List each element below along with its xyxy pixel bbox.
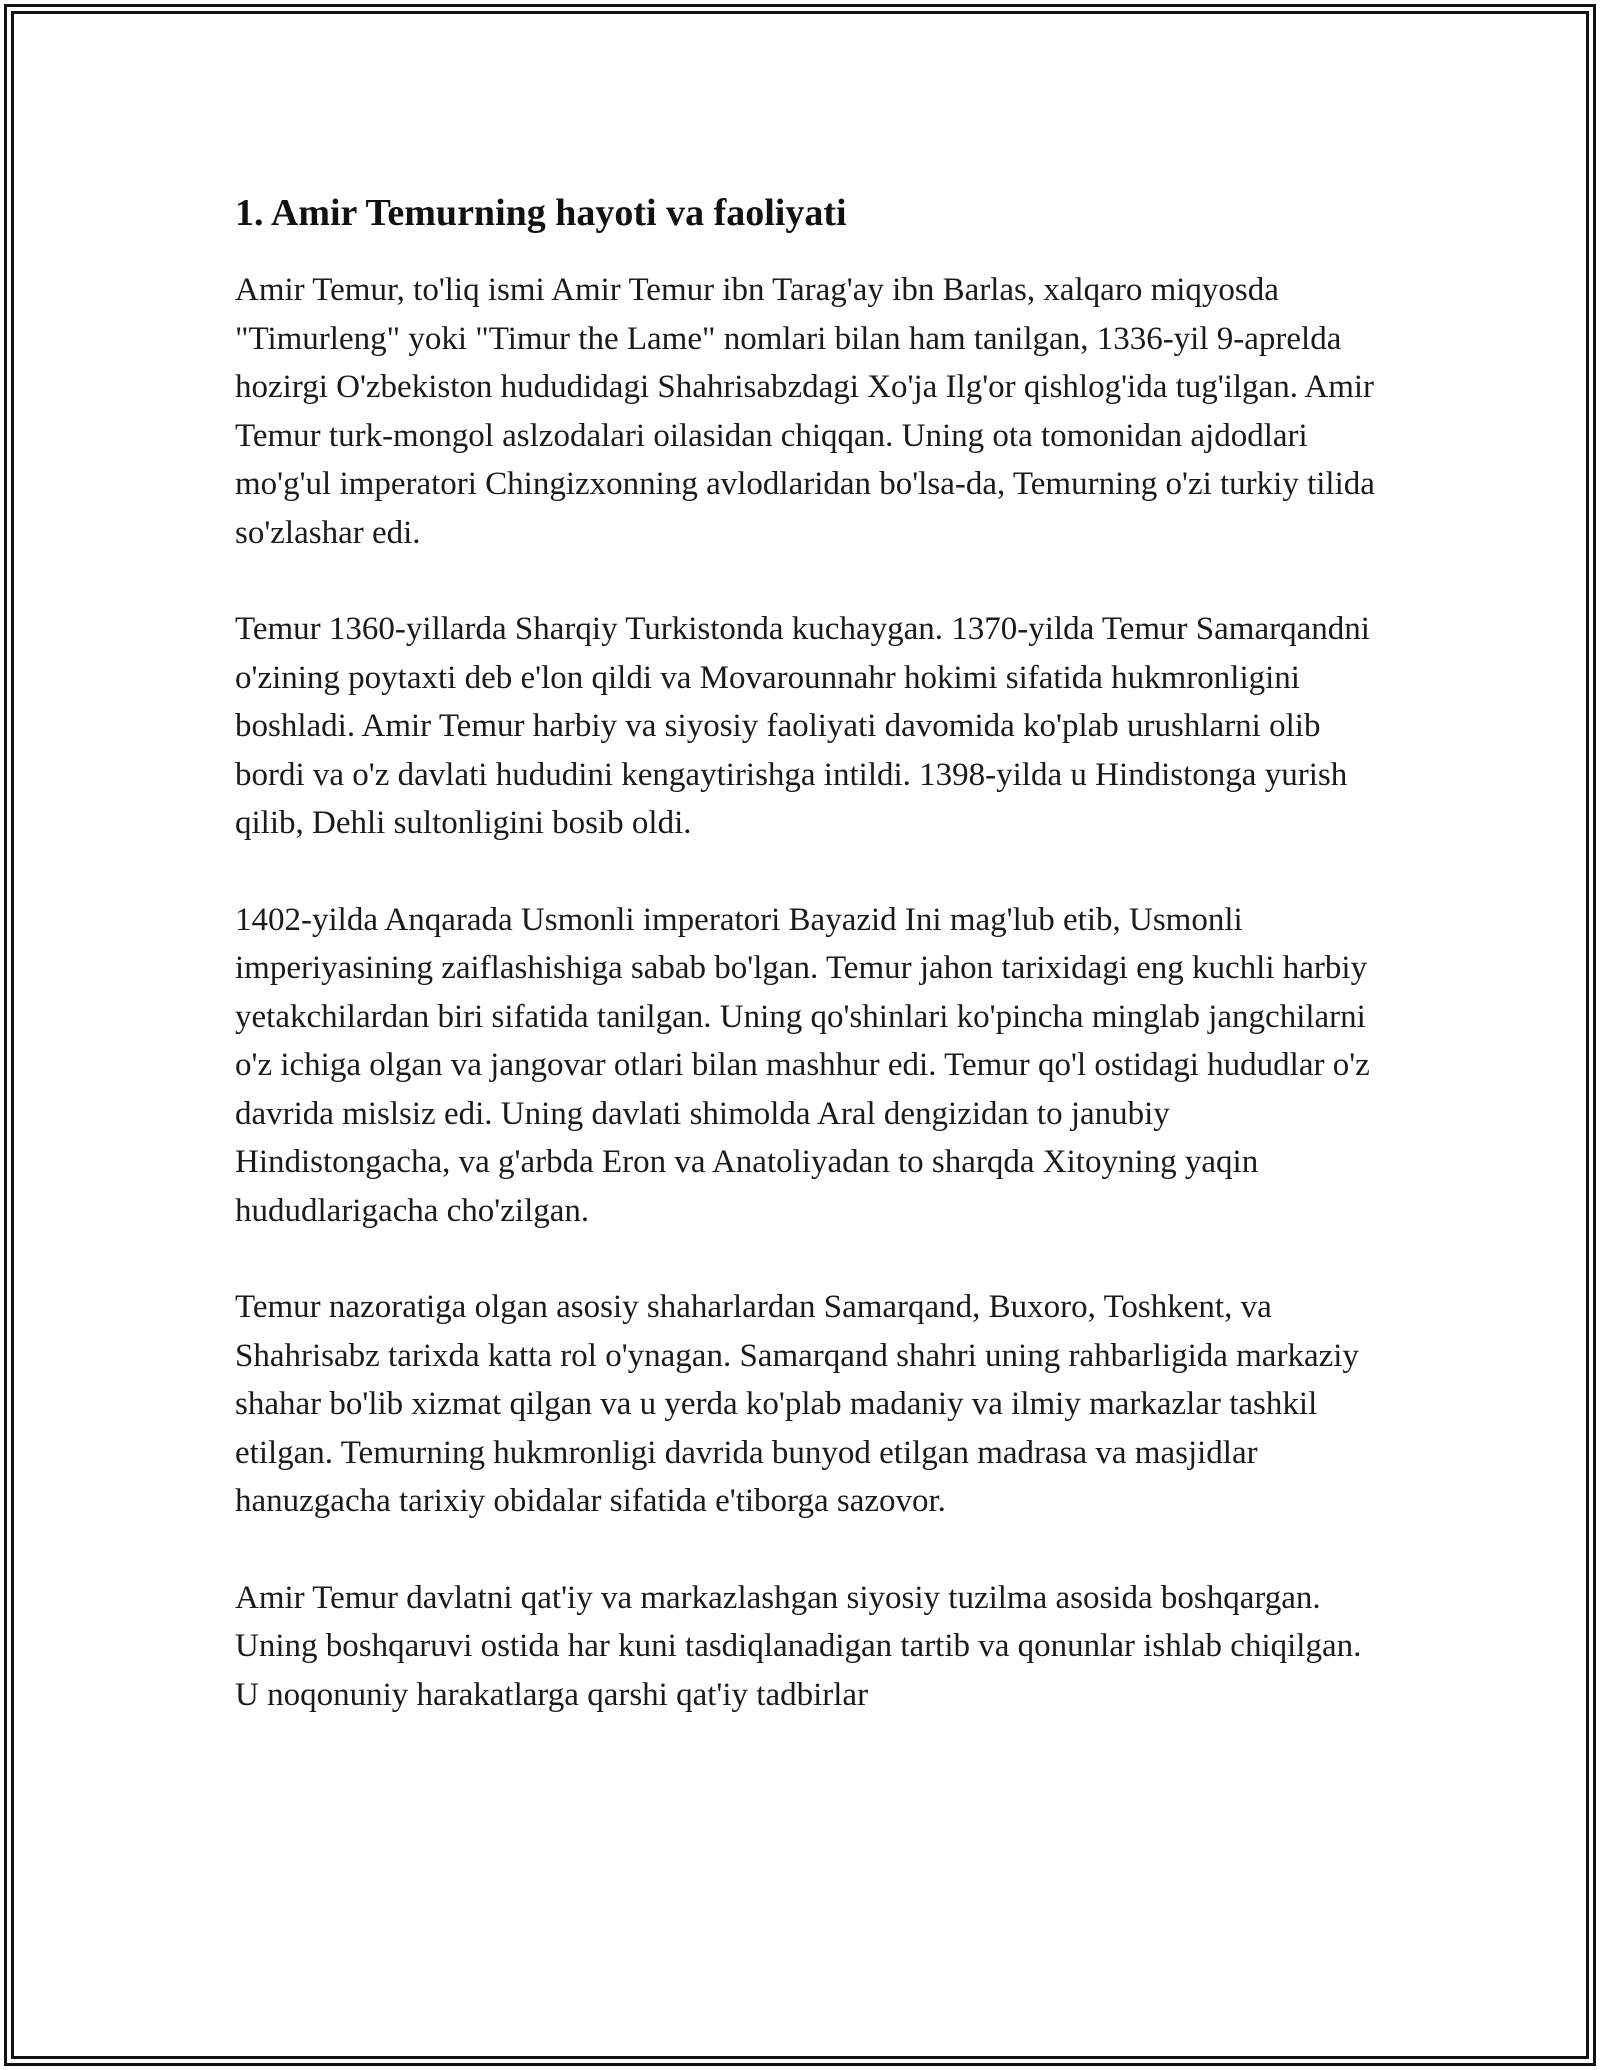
paragraph-4: Temur nazoratiga olgan asosiy shaharlardan Samarqand, Buxoro, Toshkent, va Shahrisabz tarixda katta rol o'ynagan. Samarqand shahri uning rahbarligida markaziy shahar bo'lib xizmat qilgan va u yerda ko'plab madaniy va ilmiy markazlar tashkil etilgan. Temurning hukmronligi davrida bunyod etilgan madrasa va masjidlar hanuzgacha tarixiy obidalar sifatida e'tiborga sazovor. (235, 1289, 1359, 1519)
document-body (235, 188, 1375, 1719)
paragraph-3: 1402-yilda Anqarada Usmonli imperatori Bayazid Ini mag'lub etib, Usmonli imperiyasining zaiflashishiga sabab bo'lgan. Temur jahon tarixidagi eng kuchli harbiy yetakchilardan biri sifatida tanilgan. Uning qo'shinlari ko'pincha minglab jangchilarni o'z ichiga olgan va jangovar otlari bilan mashhur edi. Temur qo'l ostidagi hududlar o'z davrida mislsiz edi. Uning davlati shimolda Aral dengizidan to janubiy Hindistongacha, va g'arbda Eron va Anatoliyadan to sharqda Xitoyning yaqin hududlarigacha cho'zilgan. (235, 901, 1370, 1229)
section-heading: 1. Amir Temurning hayoti va faoliyati (235, 192, 847, 234)
paragraph-1: Amir Temur, to'liq ismi Amir Temur ibn Tarag'ay ibn Barlas, xalqaro miqyosda "Timurleng" yoki "Timur the Lame" nomlari bilan ham tanilgan, 1336-yil 9-aprelda hozirgi O'zbekiston hududidagi Shahrisabzdagi Xo'ja Ilg'or qishlog'ida tug'ilgan. Amir Temur turk-mongol aslzodalari oilasidan chiqqan. Uning ota tomonidan ajdodlari mo'g'ul imperatori Chingizxonning avlodlaridan bo'lsa-da, Temurning o'zi turkiy tilida so'zlashar edi. (235, 272, 1375, 551)
paragraph-5: Amir Temur davlatni qat'iy va markazlashgan siyosiy tuzilma asosida boshqargan. Uning boshqaruvi ostida har kuni tasdiqlanadigan tartib va qonunlar ishlab chiqilgan. U noqonuniy harakatlarga qarshi qat'iy tadbirlar (235, 1579, 1362, 1713)
paragraph-2: Temur 1360-yillarda Sharqiy Turkistonda kuchaygan. 1370-yilda Temur Samarqandni o'zining poytaxti deb e'lon qildi va Movarounnahr hokimi sifatida hukmronligini boshladi. Amir Temur harbiy va siyosiy faoliyati davomida ko'plab urushlarni olib bordi va o'z davlati hududini kengaytirishga intildi. 1398-yilda u Hindistonga yurish qilib, Dehli sultonligini bosib oldi. (235, 611, 1370, 841)
